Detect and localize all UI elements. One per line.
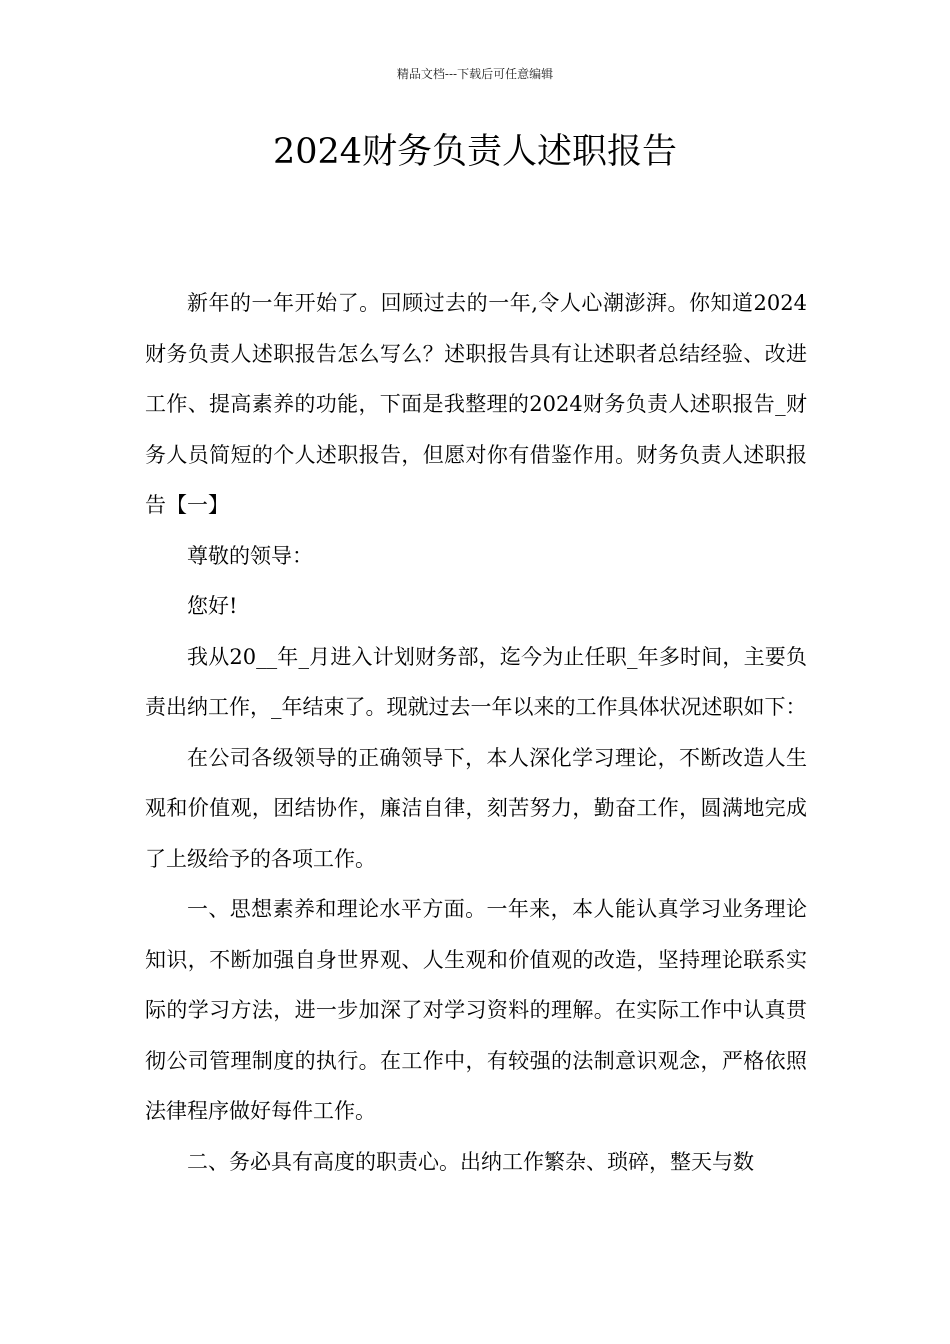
paragraph-overview: 我从20__年_月进入计划财务部，迄今为止任职_年多时间，主要负责出纳工作，_年结束了。现就过去一年以来的工作具体状况述职如下： (145, 644, 807, 719)
paragraph-section-one: 一、思想素养和理论水平方面。一年来，本人能认真学习业务理论知识，不断加强自身世界观、人生观和价值观的改造，坚持理论联系实际的学习方法，进一步加深了对学习资料的理解。在实际工作中认真贯彻公司管理制度的执行。在工作中，有较强的法制意识观念，严格依照法律程序做好每件工作。 (145, 897, 807, 1123)
paragraph-section-two: 二、务必具有高度的职责心。出纳工作繁杂、琐碎，整天与数 (187, 1149, 754, 1174)
paragraph-intro: 新年的一年开始了。回顾过去的一年,令人心潮澎湃。你知道2024财务负责人述职报告怎么写么？述职报告具有让述职者总结经验、改进工作、提高素养的功能，下面是我整理的2024财务负责人述职报告_财务人员简短的个人述职报告，但愿对你有借鉴作用。财务负责人述职报告【一】 (145, 291, 807, 517)
document-body (145, 278, 807, 1187)
paragraph-greeting: 您好! (187, 594, 238, 618)
document-title: 2024财务负责人述职报告 (272, 132, 678, 172)
header-note: 精品文档---下载后可任意编辑 (396, 67, 554, 81)
paragraph-summary: 在公司各级领导的正确领导下，本人深化学习理论，不断改造人生观和价值观，团结协作，廉洁自律，刻苦努力，勤奋工作，圆满地完成了上级给予的各项工作。 (145, 745, 807, 871)
paragraph-salutation: 尊敬的领导： (187, 543, 313, 568)
